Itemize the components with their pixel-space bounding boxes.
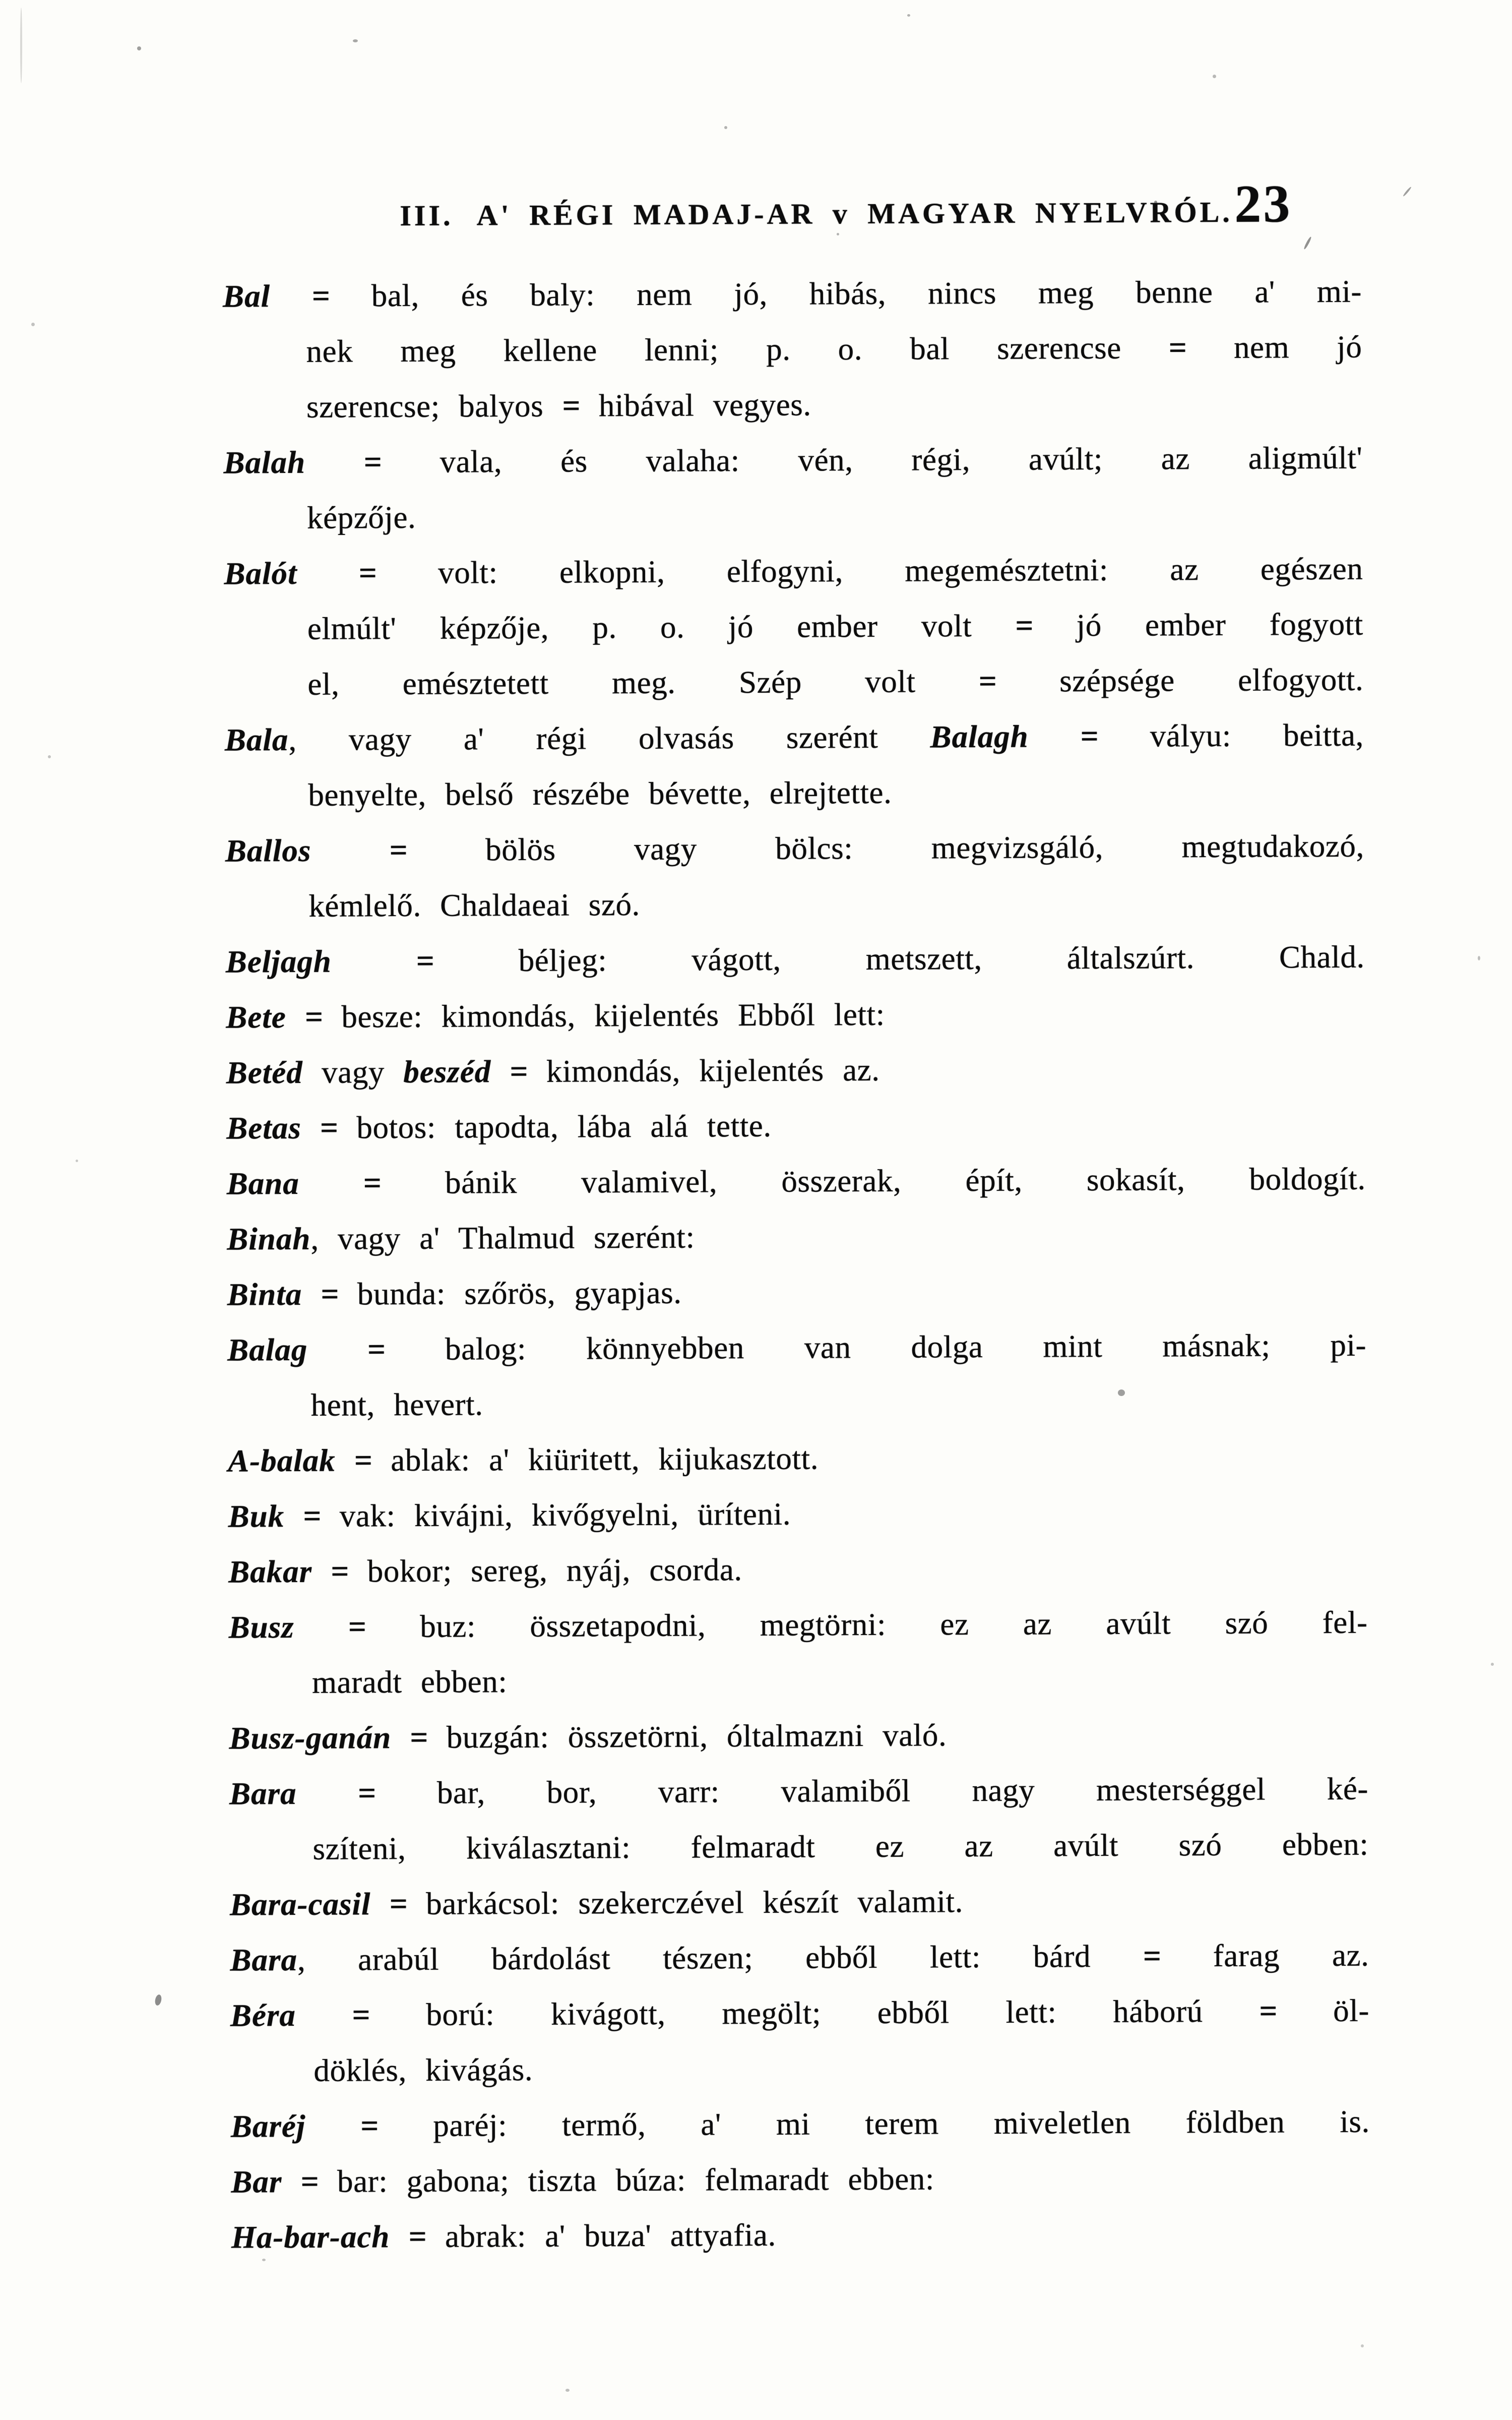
text-run: [301, 1110, 321, 1145]
scan-speck: [353, 39, 358, 42]
headword: Bara: [229, 1775, 297, 1811]
entry-line: [227, 1262, 1366, 1322]
headword: Busz: [228, 1609, 294, 1645]
text-run: bánik valamivel, összerak, épít, sokasít, boldogít.: [381, 1161, 1366, 1201]
headword: Binta: [227, 1276, 302, 1312]
equals-sign: =: [978, 663, 997, 699]
text-run: [282, 2164, 301, 2199]
headword: Balót: [224, 555, 297, 591]
entry-line: [227, 1151, 1366, 1212]
dictionary-entry: [226, 1096, 1365, 1156]
text-run: bar: gabona; tiszta búza: felmaradt ebben:: [318, 2161, 935, 2199]
text-run: benyelte, belső részébe bévette, elrejtette.: [308, 774, 892, 813]
scan-speck: [20, 8, 22, 83]
scan-speck: [1213, 75, 1216, 78]
text-run: döklés, kivágás.: [313, 2051, 533, 2088]
headword: Bakar: [228, 1553, 312, 1590]
text-run: vagy: [302, 1054, 404, 1090]
equals-sign: =: [358, 1775, 376, 1811]
dictionary-entry: [225, 707, 1364, 823]
scan-speck: [565, 2389, 570, 2392]
scan-speck: [907, 14, 910, 17]
text-run: jó ember fogyott: [1033, 606, 1364, 643]
dictionary-entry: [231, 2094, 1370, 2154]
text-run: hent, hevert.: [310, 1386, 483, 1423]
text-run: nem jó: [1186, 329, 1362, 366]
scan-speck: [76, 1160, 78, 1162]
text-run: maradt ebben:: [311, 1664, 508, 1700]
text-run: [305, 2108, 360, 2143]
equals-sign: =: [331, 1553, 349, 1589]
dictionary-entry: [230, 1983, 1370, 2099]
entry-line: [225, 818, 1364, 879]
headword: Beljagh: [225, 943, 332, 980]
entry-line: [224, 541, 1363, 601]
dictionary-entry: [223, 264, 1362, 435]
text-run: kimondás, kijelentés az.: [527, 1052, 880, 1089]
text-run: [305, 444, 364, 480]
text-run: bal, és baly: nem jó, hibás, nincs meg benne a' mi-: [329, 273, 1362, 314]
equals-sign: =: [363, 1165, 382, 1201]
headword: Betéd: [226, 1054, 303, 1091]
entry-line: [226, 1096, 1365, 1156]
text-run: szerencse; balyos: [306, 388, 562, 425]
entry-line: [224, 486, 1363, 546]
running-header: [222, 173, 1362, 239]
text-run: [284, 1498, 303, 1534]
text-run: [302, 1277, 321, 1312]
entry-line: [227, 1373, 1366, 1433]
text-run: [312, 1554, 331, 1589]
entry-line: [229, 1706, 1368, 1766]
text-run: balog: könnyebben van dolga mint másnak; pi-: [385, 1327, 1367, 1367]
scan-speck: [837, 233, 839, 235]
equals-sign: =: [321, 1276, 339, 1312]
headword: Betas: [226, 1110, 301, 1146]
dictionary-entry: [227, 1151, 1366, 1212]
scan-speck: [1478, 956, 1480, 960]
text-run: öl-: [1277, 1992, 1370, 2029]
scan-speck: [31, 323, 35, 326]
headword: Balagh: [930, 718, 1029, 755]
entry-line: [229, 1817, 1368, 1877]
text-run: hibával vegyes.: [580, 387, 811, 424]
dictionary-entry: [228, 1484, 1367, 1544]
text-run: farag az.: [1160, 1937, 1369, 1974]
text-run: [391, 1720, 410, 1755]
dictionary-entry: [226, 1040, 1365, 1101]
page-number: 23: [1234, 174, 1292, 233]
dictionary-entry: [230, 1872, 1369, 1932]
scan-speck: [724, 126, 727, 129]
dictionary-entry: [231, 2149, 1370, 2210]
dictionary-entry: [227, 1262, 1366, 1322]
dictionary-entry: [228, 1595, 1368, 1711]
dictionary-entry: [227, 1206, 1366, 1267]
scan-speck: [1118, 1389, 1125, 1396]
headword: Baréj: [230, 2108, 306, 2144]
entries: [223, 264, 1370, 2265]
equals-sign: =: [300, 2163, 319, 2199]
entry-line: [223, 264, 1362, 324]
text-run: besze: kimondás, kijelentés Ebből lett:: [322, 996, 885, 1035]
headword: Bala: [224, 722, 289, 758]
headword: Buk: [228, 1498, 285, 1534]
entry-line: [227, 1317, 1366, 1378]
scan-speck: [1491, 1663, 1494, 1666]
headword: Bana: [226, 1165, 299, 1201]
equals-sign: =: [1015, 608, 1033, 643]
dictionary-entry: [231, 2205, 1370, 2265]
entry-line: [228, 1539, 1367, 1600]
text-run: [370, 1886, 390, 1921]
entry-line: [225, 707, 1364, 768]
equals-sign: =: [304, 999, 323, 1035]
dictionary-entry: [228, 1428, 1367, 1489]
equals-sign: =: [311, 278, 330, 314]
dictionary-entry: [225, 818, 1365, 934]
text-run: bölös vagy bölcs: megvizsgáló, megtudakozó,: [407, 828, 1365, 868]
headword: Balah: [223, 444, 306, 480]
entry-line: [223, 375, 1362, 435]
text-run: botos: tapodta, lába alá tette.: [337, 1108, 772, 1145]
chapter-numeral: III.: [400, 199, 454, 232]
entry-line: [230, 1872, 1369, 1932]
dictionary-entry: [229, 1761, 1369, 1877]
equals-sign: =: [367, 1332, 386, 1367]
text-run: [270, 278, 312, 314]
equals-sign: =: [360, 2108, 379, 2144]
text-run: , vagy a' régi olvasás szerént: [288, 719, 930, 758]
entry-line: [231, 2205, 1370, 2265]
text-run: vályu: beitta,: [1098, 717, 1364, 754]
text-run: szépsége elfogyott.: [996, 661, 1364, 699]
text-run: volt: elkopni, elfogyni, megemésztetni: az egészen: [376, 551, 1363, 591]
headword: Balag: [227, 1332, 308, 1368]
text-run: [390, 2219, 409, 2254]
entry-line: [229, 1761, 1368, 1822]
headword: Bete: [226, 999, 286, 1035]
equals-sign: =: [363, 444, 382, 480]
text-run: [491, 1054, 510, 1089]
text-run: [297, 555, 359, 591]
entry-line: [224, 596, 1363, 657]
equals-sign: =: [352, 1997, 370, 2033]
equals-sign: =: [408, 2218, 426, 2255]
text-run: buz: összetapodni, megtörni: ez az avúlt szó fel-: [365, 1604, 1368, 1645]
text-run: el, emésztetett meg. Szép volt: [307, 663, 979, 702]
text-run: béljeg: vágott, metszett, általszúrt. Chald.: [433, 939, 1365, 979]
dictionary-entry: [227, 1317, 1367, 1433]
text-run: , arabúl bárdolást tészen; ebből lett: bárd: [297, 1938, 1144, 1977]
text-run: vala, és valaha: vén, régi, avúlt; az aligmúlt': [381, 440, 1363, 480]
entry-line: [226, 1040, 1365, 1101]
scan-speck: [137, 46, 141, 50]
text-run: [1028, 718, 1080, 754]
entry-line: [231, 2149, 1370, 2210]
entry-line: [223, 430, 1362, 491]
dictionary-entry: [229, 1706, 1368, 1766]
text-run: képzője.: [306, 499, 416, 535]
text-run: [296, 1775, 358, 1811]
text-run: [336, 1442, 355, 1478]
headword: Bara-casil: [229, 1886, 371, 1922]
equals-sign: =: [410, 1719, 428, 1756]
equals-sign: =: [1168, 330, 1187, 366]
equals-sign: =: [320, 1110, 338, 1145]
text-run: [296, 1998, 352, 2033]
entry-line: [227, 1206, 1366, 1267]
dictionary-entry: [223, 430, 1363, 546]
entry-line: [228, 1484, 1367, 1544]
dictionary-entry: [228, 1539, 1367, 1600]
equals-sign: =: [389, 832, 407, 868]
entry-line: [231, 2094, 1370, 2154]
text-run: [294, 1609, 349, 1645]
dictionary-entry: [226, 929, 1365, 990]
entry-line: [229, 1650, 1368, 1711]
equals-sign: =: [510, 1053, 528, 1090]
entry-line: [230, 2038, 1369, 2099]
equals-sign: =: [1259, 1993, 1277, 2029]
text-run: bunda: szőrös, gyapjas.: [338, 1275, 682, 1312]
entry-line: [230, 1927, 1369, 1988]
entry-line: [224, 652, 1363, 712]
text-run: ablak: a' kiüritett, kijukasztott.: [371, 1440, 819, 1478]
entry-line: [230, 1983, 1369, 2043]
text-run: [299, 1165, 363, 1201]
entry-line: [225, 763, 1364, 823]
text-run: [311, 832, 390, 868]
headword: Busz-ganán: [229, 1720, 392, 1756]
dictionary-entry: [230, 1927, 1369, 1988]
text-run: [332, 943, 416, 979]
entry-line: [228, 1595, 1367, 1655]
headword: Ballos: [225, 832, 311, 869]
text-run: paréj: termő, a' mi terem miveletlen földben is.: [378, 2103, 1370, 2144]
text-run: barkácsol: szekerczével készít valamit.: [407, 1884, 964, 1922]
equals-sign: =: [358, 555, 376, 591]
text-run: kémlelő. Chaldaeai szó.: [308, 886, 641, 924]
entry-line: [228, 1428, 1367, 1489]
equals-sign: =: [562, 388, 580, 424]
headword: Bara: [230, 1942, 298, 1978]
scan-speck: [1154, 201, 1157, 204]
entry-line: [226, 929, 1365, 990]
dictionary-entry: [224, 541, 1363, 712]
text-run: nek meg kellene lenni; p. o. bal szerencse: [306, 330, 1169, 369]
equals-sign: =: [1143, 1938, 1161, 1974]
dictionary-entry: [226, 985, 1365, 1045]
equals-sign: =: [1080, 718, 1098, 754]
text-run: abrak: a' buza' attyafia.: [426, 2217, 777, 2254]
scan-speck: [48, 755, 51, 758]
entry-line: [226, 985, 1365, 1045]
headword: Bar: [231, 2164, 282, 2200]
equals-sign: =: [354, 1442, 372, 1478]
text-run: elmúlt' képzője, p. o. jó ember volt: [307, 608, 1016, 646]
equals-sign: =: [389, 1886, 407, 1922]
equals-sign: =: [348, 1609, 366, 1645]
equals-sign: =: [303, 1498, 321, 1534]
headword: beszéd: [403, 1054, 491, 1090]
scan-speck: [262, 2259, 266, 2261]
headword: Bal: [222, 278, 271, 314]
scan-speck: [1361, 2344, 1364, 2347]
headword: Binah: [227, 1221, 311, 1257]
text-run: ború: kivágott, megölt; ebből lett: háború: [369, 1993, 1259, 2033]
text-run: [286, 999, 305, 1035]
text-run: buzgán: összetörni, óltalmazni való.: [427, 1717, 947, 1755]
text-run: szíteni, kiválasztani: felmaradt ez az avúlt szó ebben:: [312, 1826, 1369, 1866]
headword: Béra: [230, 1997, 296, 2033]
text-run: bokor; sereg, nyáj, csorda.: [348, 1552, 742, 1589]
text-run: , vagy a' Thalmud szerént:: [310, 1219, 695, 1256]
equals-sign: =: [416, 943, 434, 979]
entry-line: [223, 319, 1362, 380]
headword: Ha-bar-ach: [231, 2219, 390, 2255]
running-title: A' RÉGI MADAJ-AR v MAGYAR NYELVRÓL.: [476, 195, 1233, 232]
text-run: [307, 1332, 367, 1367]
text-run: vak: kivájni, kivőgyelni, üríteni.: [321, 1496, 791, 1534]
text-run: bar, bor, varr: valamiből nagy mesterséggel ké-: [375, 1771, 1369, 1811]
headword: A-balak: [228, 1442, 336, 1479]
entry-line: [225, 874, 1364, 934]
